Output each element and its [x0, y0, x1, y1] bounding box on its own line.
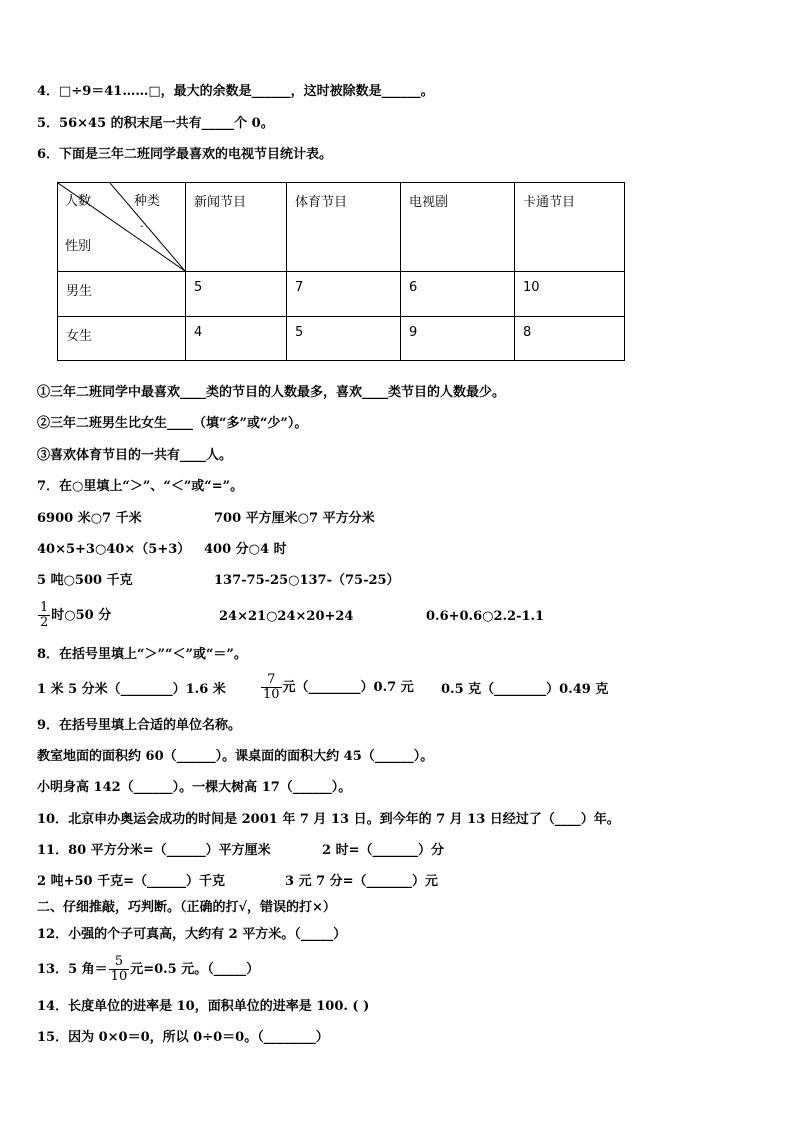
- q8-item: 0.5 克（________）0.49 克: [441, 682, 609, 697]
- question-6-sub3: ③喜欢体育节目的一共有____人。: [37, 448, 233, 463]
- q9-line-2: 小明身高 142（______）。一棵大树高 17（______）。: [37, 780, 352, 795]
- row-label: 女生: [58, 317, 186, 361]
- question-8-title: 8．在括号里填上“＞”“＜”或“＝”。: [37, 647, 247, 662]
- q7-item: 0.6+0.6○2.2-1.1: [426, 609, 545, 624]
- corner-count-label: 人数: [65, 194, 92, 209]
- cell-value: 10: [515, 272, 625, 317]
- q11-item: 11．80 平方分米=（______）平方厘米: [37, 843, 271, 858]
- q11-item: 2 时=（_______）分: [322, 843, 444, 858]
- header-sports: 体育节目: [287, 183, 401, 272]
- fraction: $\frac{7}{10}$: [263, 672, 280, 702]
- q7-item: $\frac{1}{2}$ 时○50 分: [40, 600, 112, 630]
- q9-line-1: 教室地面的面积约 60（______）。课桌面的面积大约 45（______）。: [37, 749, 434, 764]
- question-4: 4．□÷9＝41……□，最大的余数是______，这时被除数是______。: [37, 84, 434, 99]
- q7-item: 6900 米○7 千米: [37, 511, 142, 526]
- corner-dash: -: [140, 221, 144, 232]
- q7-item: 5 吨○500 千克: [37, 573, 133, 588]
- table-row-girls: [58, 317, 625, 361]
- q8-item: $\frac{7}{10}$ 元（________）0.7 元: [263, 672, 414, 702]
- question-6-title: 6．下面是三年二班同学最喜欢的电视节目统计表。: [37, 147, 333, 162]
- question-14: 14．长度单位的进率是 10，面积单位的进率是 100. ( ): [37, 999, 370, 1014]
- question-6-sub1: ①三年二班同学中最喜欢____类的节目的人数最多，喜欢____类节目的人数最少。: [37, 385, 506, 400]
- question-6-sub2: ②三年二班男生比女生____（填“多”或“少”）。: [37, 416, 308, 431]
- header-news: 新闻节目: [186, 183, 287, 272]
- q11-item: 3 元 7 分=（_______）元: [285, 874, 439, 889]
- q7-item: 700 平方厘米○7 平方分米: [214, 511, 375, 526]
- question-9-title: 9．在括号里填上合适的单位名称。: [37, 718, 242, 733]
- row-label: 男生: [58, 272, 186, 317]
- cell-value: 5: [287, 317, 401, 361]
- corner-gender-label: 性别: [65, 239, 92, 254]
- tv-program-stats-table: [57, 182, 625, 361]
- fraction: $\frac{1}{2}$: [40, 600, 49, 630]
- q8-item: 1 米 5 分米（________）1.6 米: [37, 682, 226, 697]
- question-12: 12．小强的个子可真高，大约有 2 平方米。（_____）: [37, 927, 347, 942]
- header-drama: 电视剧: [401, 183, 515, 272]
- table-row-boys: [58, 272, 625, 317]
- question-13: 13．5 角＝ $\frac{5}{10}$ 元=0.5 元。（_____）: [37, 954, 260, 984]
- cell-value: 5: [186, 272, 287, 317]
- q7-item: 40×5+3○40×（5+3）: [37, 542, 191, 557]
- cell-value: 4: [186, 317, 287, 361]
- cell-value: 7: [287, 272, 401, 317]
- question-5: 5．56×45 的积末尾一共有_____个 0。: [37, 116, 274, 131]
- cell-value: 9: [401, 317, 515, 361]
- cell-value: 8: [515, 317, 625, 361]
- question-7-title: 7．在○里填上“＞”、“＜”或“=”。: [37, 479, 244, 494]
- q7-item: 24×21○24×20+24: [219, 609, 354, 624]
- cell-value: 6: [401, 272, 515, 317]
- table-corner-cell: [58, 183, 186, 272]
- question-15: 15．因为 0×0＝0，所以 0÷0＝0。（________）: [37, 1030, 329, 1045]
- q7-item: 137-75-25○137-（75-25）: [214, 573, 400, 588]
- section-2-heading: 二、仔细推敲，巧判断。（正确的打√，错误的打×）: [37, 900, 336, 915]
- header-cartoon: 卡通节目: [515, 183, 625, 272]
- corner-type-label: 种类: [134, 194, 161, 209]
- q11-item: 2 吨+50 千克=（______）千克: [37, 874, 225, 889]
- fraction: $\frac{5}{10}$: [110, 954, 128, 984]
- q7-item: 400 分○4 时: [204, 542, 287, 557]
- question-10: 10．北京申办奥运会成功的时间是 2001 年 7 月 13 日。到今年的 7 月 13 日经过了（____）年。: [37, 812, 620, 827]
